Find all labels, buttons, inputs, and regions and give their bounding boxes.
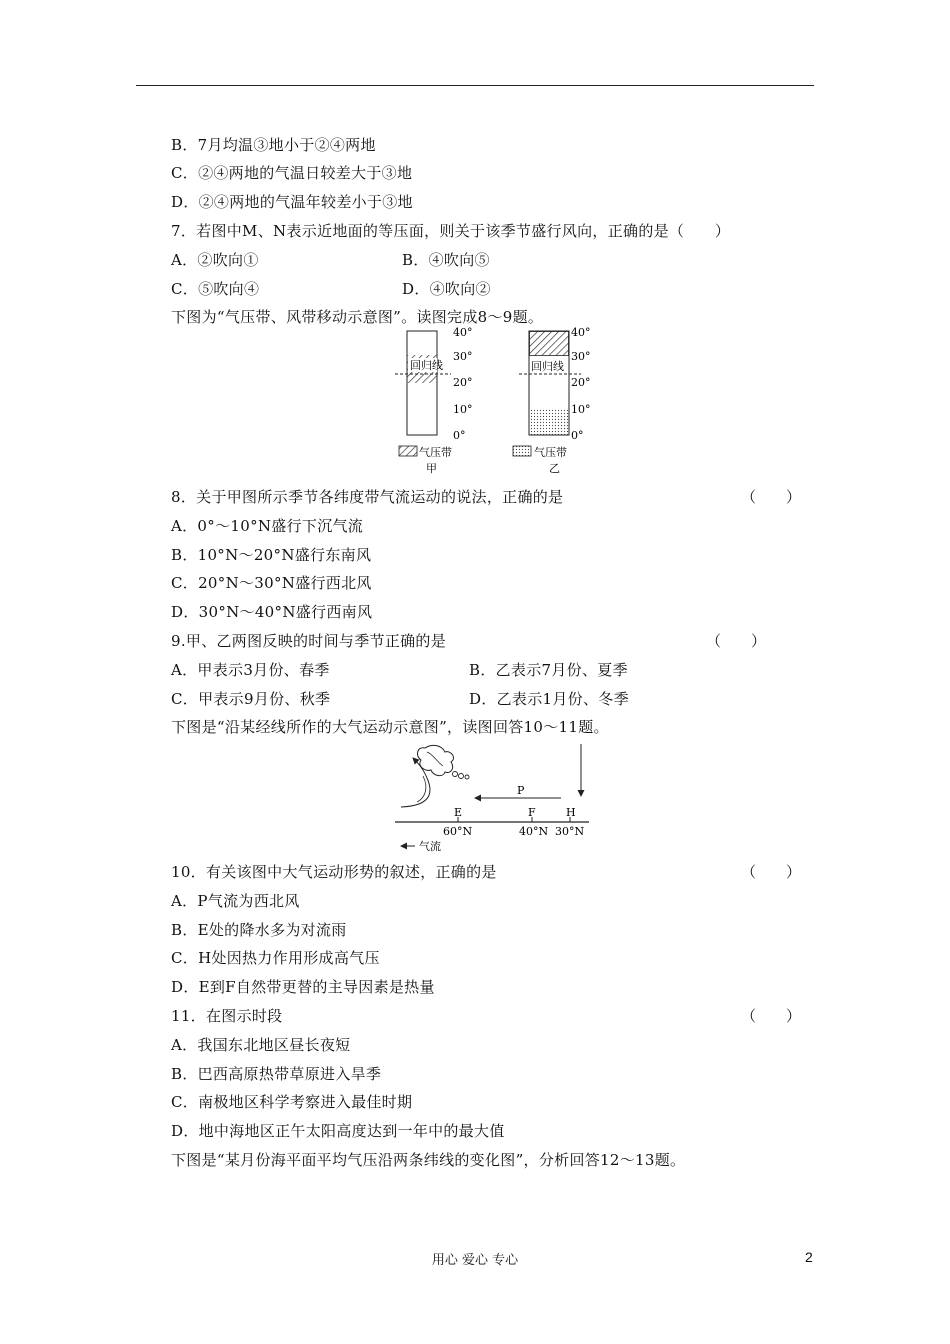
- pressure-belt-yi: [530, 332, 569, 356]
- q10-option-b: B．E处的降水多为对流雨: [171, 921, 347, 939]
- page-footer: 用心 爱心 专心: [431, 1253, 519, 1268]
- intro-10-11: 下图是“沿某经线所作的大气运动示意图”，读图回答10～11题。: [171, 718, 609, 736]
- label-jia: 甲: [426, 462, 437, 475]
- q7-option-a: A．②吹向①: [171, 251, 259, 269]
- q6-option-c: C．②④两地的气温日较差大于③地: [171, 164, 413, 182]
- label-e: E: [454, 806, 463, 819]
- dotted-belt-yi: [530, 408, 569, 435]
- q11-option-d: D．地中海地区正午太阳高度达到一年中的最大值: [171, 1122, 505, 1140]
- q8-answer-paren: （ ）: [741, 488, 802, 506]
- label-yi: 乙: [549, 462, 560, 475]
- lat-30-label-yi: 30°: [571, 350, 591, 363]
- lat-20-label-jia: 20°: [453, 376, 473, 389]
- q11-stem: 11．在图示时段: [171, 1007, 283, 1025]
- q8-option-a: A．0°～10°N盛行下沉气流: [171, 517, 364, 535]
- lat-30-label-jia: 30°: [453, 350, 473, 363]
- q11-option-c: C．南极地区科学考察进入最佳时期: [171, 1093, 413, 1111]
- q9-option-d: D．乙表示1月份、冬季: [469, 690, 629, 708]
- chart-yi: [513, 326, 591, 475]
- label-f: F: [528, 806, 536, 819]
- q10-stem: 10．有关该图中大气运动形势的叙述，正确的是: [171, 863, 497, 881]
- legend-label-yi: 气压带: [534, 446, 567, 459]
- q9-stem: 9.甲、乙两图反映的时间与季节正确的是: [171, 632, 447, 650]
- page-number: 2: [805, 1249, 813, 1265]
- tropic-label-jia: 回归线: [410, 359, 443, 372]
- lat-0-label-yi: 0°: [571, 429, 584, 442]
- q9-option-b: B．乙表示7月份、夏季: [469, 661, 628, 679]
- intro-8-9: 下图为“气压带、风带移动示意图”。读图完成8～9题。: [171, 308, 544, 326]
- q7-option-d: D．④吹向②: [402, 280, 491, 298]
- q6-option-d: D．②④两地的气温年较差小于③地: [171, 193, 413, 211]
- label-h: H: [566, 806, 576, 819]
- label-30n: 30°N: [555, 825, 585, 838]
- label-40n: 40°N: [519, 825, 549, 838]
- q7-option-c: C．⑤吹向④: [171, 280, 260, 298]
- legend-airflow-label: 气流: [419, 840, 441, 853]
- q8-option-d: D．30°N～40°N盛行西南风: [171, 603, 373, 621]
- label-60n: 60°N: [443, 825, 473, 838]
- lat-20-label-yi: 20°: [571, 376, 591, 389]
- q9-option-c: C．甲表示9月份、秋季: [171, 690, 331, 708]
- q7-option-b: B．④吹向⑤: [402, 251, 490, 269]
- legend-hatch-swatch: [399, 446, 417, 456]
- lat-0-label-jia: 0°: [453, 429, 466, 442]
- q10-option-d: D．E到F自然带更替的主导因素是热量: [171, 978, 435, 996]
- q11-option-a: A．我国东北地区昼长夜短: [171, 1036, 351, 1054]
- q10-option-c: C．H处因热力作用形成高气压: [171, 949, 380, 967]
- pressure-belt-figure: [395, 325, 605, 475]
- lat-10-label-jia: 10°: [453, 403, 473, 416]
- q11-answer-paren: （ ）: [741, 1007, 802, 1025]
- lat-40-label-yi: 40°: [571, 326, 591, 339]
- label-p: P: [517, 784, 525, 797]
- q8-option-c: C．20°N～30°N盛行西北风: [171, 574, 372, 592]
- legend-dots-swatch: [513, 446, 531, 456]
- circulation-figure: [393, 740, 593, 855]
- tropic-label-yi: 回归线: [531, 360, 564, 373]
- lat-10-label-yi: 10°: [571, 403, 591, 416]
- legend-label-jia: 气压带: [419, 446, 452, 459]
- q9-option-a: A．甲表示3月份、春季: [171, 661, 330, 679]
- q11-option-b: B．巴西高原热带草原进入旱季: [171, 1065, 382, 1083]
- header-rule: [136, 85, 814, 86]
- lat-40-label-jia: 40°: [453, 326, 473, 339]
- q8-option-b: B．10°N～20°N盛行东南风: [171, 546, 372, 564]
- q10-option-a: A．P气流为西北风: [171, 892, 300, 910]
- q6-option-b: B．7月均温③地小于②④两地: [171, 136, 376, 154]
- q9-answer-paren: （ ）: [706, 632, 767, 650]
- chart-jia: [395, 326, 473, 475]
- q7-stem: 7．若图中M、N表示近地面的等压面，则关于该季节盛行风向，正确的是（ ）: [171, 222, 731, 240]
- q8-stem: 8．关于甲图所示季节各纬度带气流运动的说法，正确的是: [171, 488, 564, 506]
- intro-12-13: 下图是“某月份海平面平均气压沿两条纬线的变化图”，分析回答12～13题。: [171, 1151, 686, 1169]
- q10-answer-paren: （ ）: [741, 863, 802, 881]
